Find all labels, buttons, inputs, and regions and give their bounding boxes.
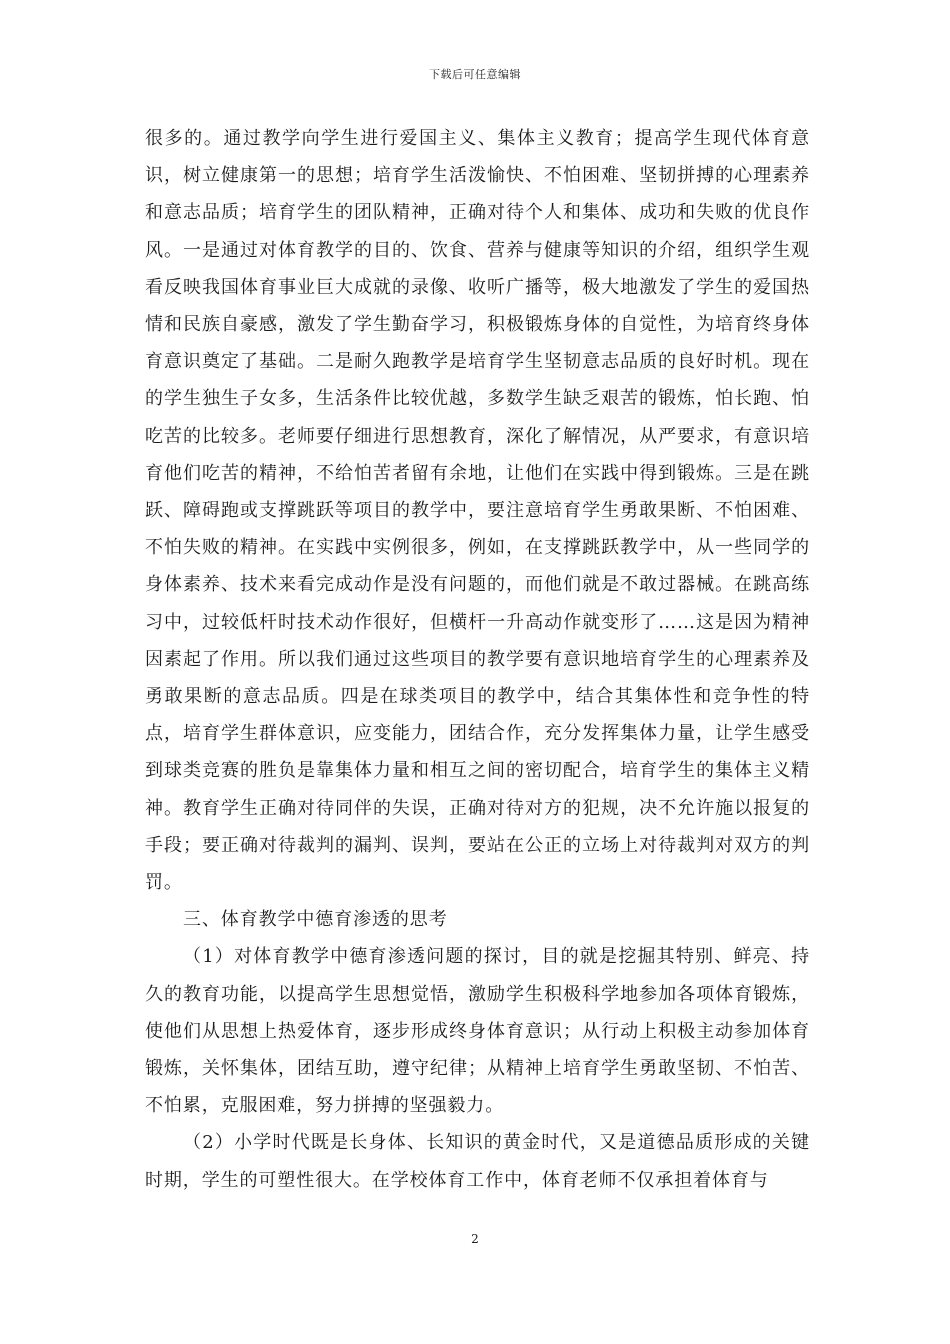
body-paragraph: 很多的。通过教学向学生进行爱国主义、集体主义教育；提高学生现代体育意识，树立健康第一的思想；培育学生活泼愉快、不怕困难、坚韧拼搏的心理素养和意志品质；培育学生的团队精神，正确对待个人和集体、成功和失败的优良作风。一是通过对体育教学的目的、饮食、营养与健康等知识的介绍，组织学生观看反映我国体育事业巨大成就的录像、收听广播等，极大地激发了学生的爱国热情和民族自豪感，激发了学生勤奋学习，积极锻炼身体的自觉性，为培育终身体育意识奠定了基础。二是耐久跑教学是培育学生坚韧意志品质的良好时机。现在的学生独生子女多，生活条件比较优越，多数学生缺乏艰苦的锻炼，怕长跑、怕吃苦的比较多。老师要仔细进行思想教育，深化了解情况，从严要求，有意识培育他们吃苦的精神，不给怕苦者留有余地，让他们在实践中得到锻炼。三是在跳跃、障碍跑或支撑跳跃等项目的教学中，要注意培育学生勇敢果断、不怕困难、不怕失败的精神。在实践中实例很多，例如，在支撑跳跃教学中，从一些同学的身体素养、技术来看完成动作是没有问题的，而他们就是不敢过器械。在跳高练习中，过较低杆时技术动作很好，但横杆一升高动作就变形了……这是因为精神因素起了作用。所以我们通过这些项目的教学要有意识地培育学生的心理素养及勇敢果断的意志品质。四是在球类项目的教学中，结合其集体性和竞争性的特点，培育学生群体意识，应变能力，团结合作，充分发挥集体力量，让学生感受到球类竞赛的胜负是靠集体力量和相互之间的密切配合，培育学生的集体主义精神。教育学生正确对待同伴的失误，正确对待对方的犯规，决不允许施以报复的手段；要正确对待裁判的漏判、误判，要站在公正的立场上对待裁判对双方的判罚。 [145,128,810,894]
body-paragraph: （1）对体育教学中德育渗透问题的探讨，目的就是挖掘其特别、鲜亮、持久的教育功能，以提高学生思想觉悟，激励学生积极科学地参加各项体育锻炼，使他们从思想上热爱体育，逐步形成终身体育意识；从行动上积极主动参加体育锻炼，关怀集体，团结互助，遵守纪律；从精神上培育学生勇敢坚韧、不怕苦、不怕累，克服困难，努力拼搏的坚强毅力。 [145,946,810,1117]
document-body [145,120,810,1199]
body-paragraph: （2）小学时代既是长身体、长知识的黄金时代，又是道德品质形成的关键时期，学生的可塑性很大。在学校体育工作中，体育老师不仅承担着体育与 [145,1132,810,1191]
page-number: 2 [471,1232,479,1246]
page-header: 下载后可任意编辑 [429,68,521,81]
section-heading: 三、体育教学中德育渗透的思考 [183,909,448,931]
